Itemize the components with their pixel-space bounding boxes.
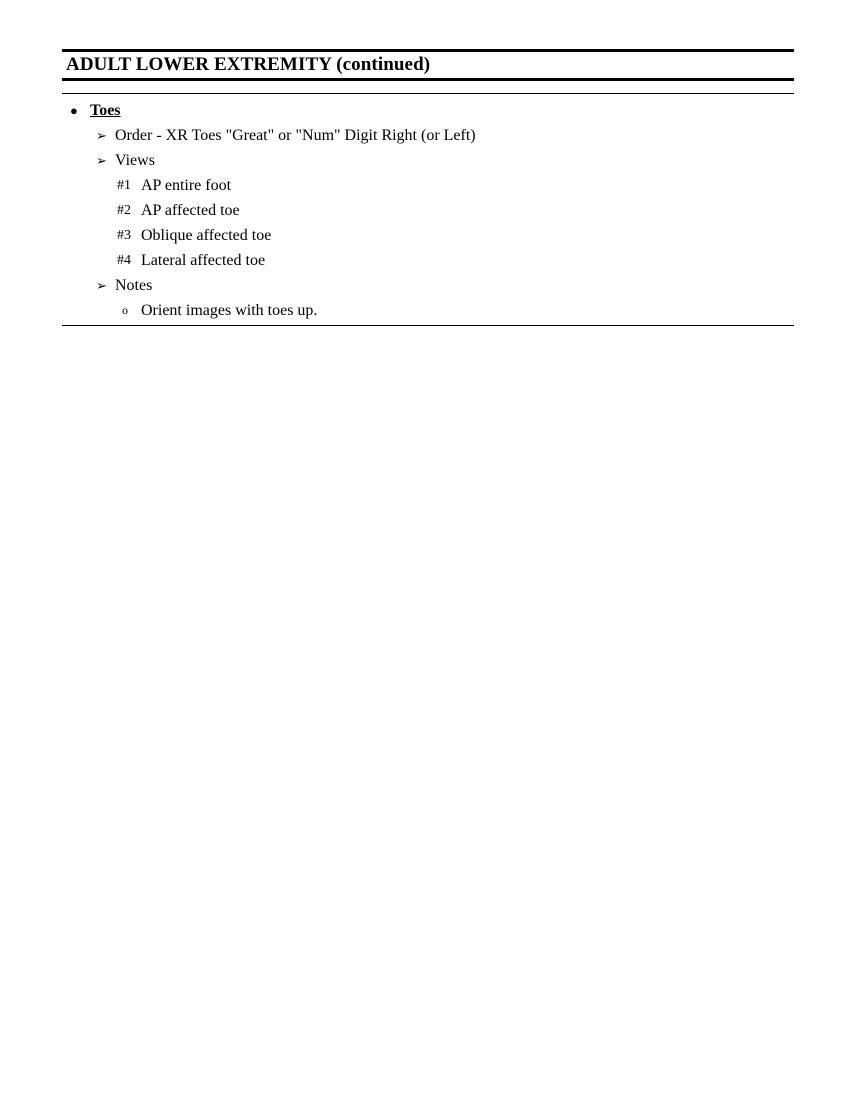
toes-section — [62, 93, 794, 326]
view-text: Oblique affected toe — [141, 227, 272, 244]
view-number: #2 — [117, 203, 131, 218]
section-header — [62, 49, 794, 81]
order-text: Order - XR Toes "Great" or "Num" Digit Right (or Left) — [115, 127, 476, 144]
note-item — [62, 298, 794, 323]
view-item — [62, 173, 794, 198]
view-text: Lateral affected toe — [141, 252, 266, 269]
arrow-bullet-icon: ➢ — [96, 128, 107, 143]
bullet-icon: ● — [70, 103, 78, 118]
notes-label: Notes — [115, 277, 153, 294]
circle-bullet-icon: o — [122, 303, 128, 317]
section-heading-row — [62, 98, 794, 123]
view-item — [62, 248, 794, 273]
note-text: Orient images with toes up. — [141, 302, 318, 319]
order-row — [62, 123, 794, 148]
page-title: ADULT LOWER EXTREMITY (continued) — [66, 54, 431, 75]
notes-row — [62, 273, 794, 298]
section-label: Toes — [90, 102, 121, 119]
view-item — [62, 198, 794, 223]
view-number: #1 — [117, 178, 131, 193]
view-text: AP affected toe — [141, 202, 240, 219]
views-row — [62, 148, 794, 173]
view-number: #4 — [117, 253, 131, 268]
arrow-bullet-icon: ➢ — [96, 153, 107, 168]
views-label: Views — [115, 152, 155, 169]
view-text: AP entire foot — [141, 177, 232, 194]
document-page — [62, 49, 794, 326]
view-item — [62, 223, 794, 248]
arrow-bullet-icon: ➢ — [96, 278, 107, 293]
view-number: #3 — [117, 228, 131, 243]
